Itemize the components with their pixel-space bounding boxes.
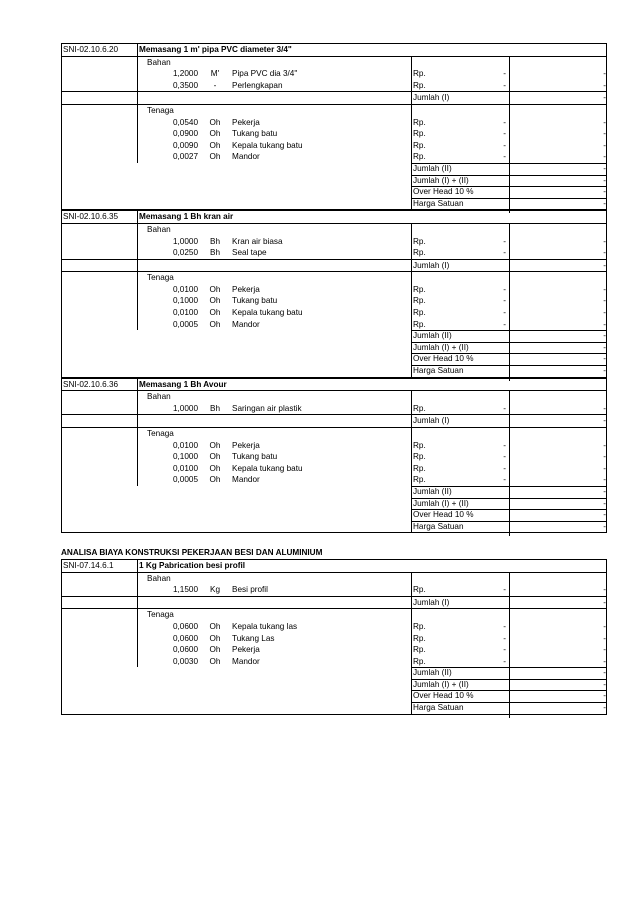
total-price: - xyxy=(603,284,606,294)
item-name: Kepala tukang batu xyxy=(232,308,303,318)
material-row xyxy=(62,584,606,596)
total-price: - xyxy=(603,633,606,643)
labor-row xyxy=(62,621,606,633)
item-name: Pekerja xyxy=(232,645,260,655)
total-price: - xyxy=(603,308,606,318)
total-value: - xyxy=(603,187,606,197)
item-name: Tukang batu xyxy=(232,452,278,462)
currency-label: Rp. xyxy=(413,452,426,462)
total-row xyxy=(62,186,606,198)
total-row xyxy=(62,667,606,679)
total-label: Harga Satuan xyxy=(413,703,464,713)
bahan-label: Bahan xyxy=(147,392,171,402)
unit: Oh xyxy=(209,117,221,127)
total-price: - xyxy=(603,129,606,139)
total-price: - xyxy=(603,319,606,329)
item-name: Besi profil xyxy=(232,585,268,595)
total-price: - xyxy=(603,440,606,450)
total-label: Jumlah (II) xyxy=(413,163,452,173)
unit: Bh xyxy=(209,236,220,246)
total-row xyxy=(62,342,606,354)
total-label: Jumlah (I) + (II) xyxy=(413,498,469,508)
item-name: Mandor xyxy=(232,656,260,666)
labor-row xyxy=(62,656,606,668)
labor-row xyxy=(62,474,606,486)
currency-label: Rp. xyxy=(413,248,426,258)
total-price: - xyxy=(603,152,606,162)
item-name: Seal tape xyxy=(232,248,267,258)
currency-label: Rp. xyxy=(413,117,426,127)
unit-price: - xyxy=(503,248,506,258)
currency-label: Rp. xyxy=(413,463,426,473)
coefficient: 0,0100 xyxy=(172,308,198,318)
unit: - xyxy=(213,80,217,90)
column-divider xyxy=(411,390,412,532)
column-divider xyxy=(509,572,510,718)
coefficient: 0,0100 xyxy=(172,463,198,473)
bahan-label-row xyxy=(62,56,606,69)
unit-price: - xyxy=(503,296,506,306)
total-value: - xyxy=(603,668,606,678)
unit: Oh xyxy=(209,284,221,294)
currency-label: Rp. xyxy=(413,475,426,485)
total-price: - xyxy=(603,656,606,666)
item-name: Saringan air plastik xyxy=(232,403,302,413)
total-value: - xyxy=(603,163,606,173)
currency-label: Rp. xyxy=(413,140,426,150)
coefficient: 0,0250 xyxy=(172,248,198,258)
currency-label: Rp. xyxy=(413,645,426,655)
unit-price: - xyxy=(503,140,506,150)
total-price: - xyxy=(603,69,606,79)
unit: Oh xyxy=(209,656,221,666)
total-row xyxy=(62,353,606,365)
coefficient: 0,1000 xyxy=(172,452,198,462)
jumlah-i-row xyxy=(62,91,606,104)
total-value: - xyxy=(603,703,606,713)
unit: Oh xyxy=(209,296,221,306)
coefficient: 0,0600 xyxy=(172,645,198,655)
currency-label: Rp. xyxy=(413,440,426,450)
tenaga-label: Tenaga xyxy=(147,610,174,620)
analysis-code: SNI-02.10.6.36 xyxy=(63,379,119,389)
unit-price: - xyxy=(503,152,506,162)
coefficient: 1,1500 xyxy=(172,585,198,595)
analysis-block xyxy=(61,378,607,534)
unit: Oh xyxy=(209,463,221,473)
item-name: Mandor xyxy=(232,152,260,162)
coefficient: 0,0005 xyxy=(172,475,198,485)
labor-row xyxy=(62,633,606,645)
total-label: Over Head 10 % xyxy=(413,187,474,197)
item-name: Pipa PVC dia 3/4" xyxy=(232,69,298,79)
material-row xyxy=(62,80,606,92)
unit: Oh xyxy=(209,645,221,655)
total-row xyxy=(62,330,606,342)
bahan-label-row xyxy=(62,572,606,585)
total-value: - xyxy=(603,679,606,689)
total-value: - xyxy=(603,498,606,508)
total-row xyxy=(62,509,606,521)
total-value: - xyxy=(603,486,606,496)
item-name: Pekerja xyxy=(232,117,260,127)
subtotal-value: - xyxy=(603,260,606,270)
subtotal-label: Jumlah (I) xyxy=(413,416,450,426)
total-value: - xyxy=(603,175,606,185)
column-divider xyxy=(411,572,412,714)
currency-label: Rp. xyxy=(413,656,426,666)
total-price: - xyxy=(603,645,606,655)
total-label: Jumlah (I) + (II) xyxy=(413,175,469,185)
analysis-code: SNI-02.10.6.20 xyxy=(63,45,119,54)
total-row xyxy=(62,486,606,498)
coefficient: 0,0900 xyxy=(172,129,198,139)
labor-row xyxy=(62,644,606,656)
unit-price: - xyxy=(503,621,506,631)
total-row xyxy=(62,690,606,702)
column-divider xyxy=(137,223,138,330)
labor-row xyxy=(62,140,606,152)
unit: Oh xyxy=(209,129,221,139)
coefficient: 1,0000 xyxy=(172,236,198,246)
block-header-row xyxy=(62,560,606,572)
unit-price: - xyxy=(503,656,506,666)
total-label: Jumlah (I) + (II) xyxy=(413,342,469,352)
section-heading: ANALISA BIAYA KONSTRUKSI PEKERJAAN BESI DAN ALUMINIUM xyxy=(61,548,323,558)
total-row xyxy=(62,521,606,533)
material-row xyxy=(62,68,606,80)
subtotal-value: - xyxy=(603,597,606,607)
analysis-block xyxy=(61,43,607,210)
column-divider xyxy=(411,56,412,210)
total-value: - xyxy=(603,366,606,376)
unit: Oh xyxy=(209,475,221,485)
labor-row xyxy=(62,295,606,307)
unit-price: - xyxy=(503,80,506,90)
analysis-title: 1 Kg Pabrication besi profil xyxy=(139,560,246,570)
total-label: Harga Satuan xyxy=(413,366,464,376)
unit: Oh xyxy=(209,633,221,643)
labor-row xyxy=(62,128,606,140)
coefficient: 0,0090 xyxy=(172,140,198,150)
tenaga-label: Tenaga xyxy=(147,105,174,115)
item-name: Tukang Las xyxy=(232,633,275,643)
tenaga-label-row xyxy=(62,427,606,440)
total-price: - xyxy=(603,403,606,413)
currency-label: Rp. xyxy=(413,129,426,139)
total-label: Harga Satuan xyxy=(413,198,464,208)
column-divider xyxy=(509,390,510,536)
column-divider xyxy=(137,44,138,56)
unit: Oh xyxy=(209,319,221,329)
unit: Oh xyxy=(209,152,221,162)
total-price: - xyxy=(603,80,606,90)
labor-row xyxy=(62,440,606,452)
unit-price: - xyxy=(503,69,506,79)
labor-row xyxy=(62,319,606,331)
unit-price: - xyxy=(503,452,506,462)
total-label: Harga Satuan xyxy=(413,521,464,531)
total-row xyxy=(62,163,606,175)
unit-price: - xyxy=(503,319,506,329)
total-value: - xyxy=(603,198,606,208)
total-price: - xyxy=(603,621,606,631)
labor-row xyxy=(62,307,606,319)
material-row xyxy=(62,403,606,415)
unit: Bh xyxy=(209,403,220,413)
coefficient: 0,0027 xyxy=(172,152,198,162)
tenaga-label: Tenaga xyxy=(147,273,174,283)
analysis-block xyxy=(61,210,607,377)
coefficient: 1,0000 xyxy=(172,403,198,413)
currency-label: Rp. xyxy=(413,296,426,306)
jumlah-i-row xyxy=(62,414,606,427)
total-price: - xyxy=(603,585,606,595)
column-divider xyxy=(509,56,510,214)
column-divider xyxy=(137,572,138,668)
total-label: Jumlah (I) + (II) xyxy=(413,679,469,689)
material-row xyxy=(62,247,606,259)
labor-row xyxy=(62,463,606,475)
column-divider xyxy=(137,211,138,223)
subtotal-value: - xyxy=(603,416,606,426)
item-name: Kepala tukang las xyxy=(232,621,298,631)
currency-label: Rp. xyxy=(413,308,426,318)
total-label: Over Head 10 % xyxy=(413,354,474,364)
coefficient: 1,2000 xyxy=(172,69,198,79)
unit: Oh xyxy=(209,452,221,462)
total-value: - xyxy=(603,510,606,520)
unit: Kg xyxy=(209,585,220,595)
unit-price: - xyxy=(503,475,506,485)
column-divider xyxy=(137,379,138,391)
block-header-row xyxy=(62,44,606,56)
analysis-sheet xyxy=(61,43,607,715)
tenaga-label-row xyxy=(62,608,606,621)
total-value: - xyxy=(603,342,606,352)
total-row xyxy=(62,679,606,691)
analysis-title: Memasang 1 Bh kran air xyxy=(139,212,234,222)
tenaga-label: Tenaga xyxy=(147,429,174,438)
tenaga-label-row xyxy=(62,104,606,117)
jumlah-i-row xyxy=(62,596,606,609)
unit: M' xyxy=(210,69,220,79)
total-value: - xyxy=(603,354,606,364)
unit-price: - xyxy=(503,585,506,595)
item-name: Tukang batu xyxy=(232,129,278,139)
coefficient: 0,0005 xyxy=(172,319,198,329)
total-value: - xyxy=(603,691,606,701)
total-value: - xyxy=(603,331,606,341)
currency-label: Rp. xyxy=(413,284,426,294)
coefficient: 0,0100 xyxy=(172,284,198,294)
unit-price: - xyxy=(503,645,506,655)
block-header-row xyxy=(62,211,606,223)
labor-row xyxy=(62,284,606,296)
item-name: Tukang batu xyxy=(232,296,278,306)
total-price: - xyxy=(603,452,606,462)
total-price: - xyxy=(603,248,606,258)
item-name: Kepala tukang batu xyxy=(232,140,303,150)
coefficient: 0,3500 xyxy=(172,80,198,90)
total-row xyxy=(62,175,606,187)
currency-label: Rp. xyxy=(413,403,426,413)
unit-price: - xyxy=(503,440,506,450)
bahan-label-row xyxy=(62,223,606,236)
labor-row xyxy=(62,151,606,163)
analysis-code: SNI-02.10.6.35 xyxy=(63,212,119,222)
item-name: Pekerja xyxy=(232,440,260,450)
item-name: Pekerja xyxy=(232,284,260,294)
coefficient: 0,0540 xyxy=(172,117,198,127)
currency-label: Rp. xyxy=(413,236,426,246)
total-row xyxy=(62,365,606,377)
coefficient: 0,1000 xyxy=(172,296,198,306)
currency-label: Rp. xyxy=(413,621,426,631)
material-row xyxy=(62,236,606,248)
jumlah-i-row xyxy=(62,259,606,272)
column-divider xyxy=(411,223,412,377)
column-divider xyxy=(137,560,138,572)
labor-row xyxy=(62,117,606,129)
analysis-title: Memasang 1 Bh Avour xyxy=(139,379,227,389)
item-name: Kran air biasa xyxy=(232,236,283,246)
unit: Oh xyxy=(209,440,221,450)
unit: Oh xyxy=(209,140,221,150)
subtotal-label: Jumlah (I) xyxy=(413,597,450,607)
currency-label: Rp. xyxy=(413,585,426,595)
analysis-block xyxy=(61,559,607,715)
labor-row xyxy=(62,451,606,463)
total-label: Jumlah (II) xyxy=(413,331,452,341)
subtotal-label: Jumlah (I) xyxy=(413,93,450,103)
item-name: Mandor xyxy=(232,319,260,329)
column-divider xyxy=(509,223,510,381)
unit-price: - xyxy=(503,236,506,246)
column-divider xyxy=(137,56,138,163)
analysis-title: Memasang 1 m' pipa PVC diameter 3/4" xyxy=(139,45,292,54)
item-name: Kepala tukang batu xyxy=(232,463,303,473)
unit-price: - xyxy=(503,129,506,139)
currency-label: Rp. xyxy=(413,80,426,90)
item-name: Mandor xyxy=(232,475,260,485)
unit: Oh xyxy=(209,308,221,318)
bahan-label-row xyxy=(62,390,606,403)
total-price: - xyxy=(603,296,606,306)
coefficient: 0,0600 xyxy=(172,621,198,631)
item-name: Perlengkapan xyxy=(232,80,283,90)
unit: Oh xyxy=(209,621,221,631)
subtotal-value: - xyxy=(603,93,606,103)
total-row xyxy=(62,702,606,714)
bahan-label: Bahan xyxy=(147,57,171,67)
unit-price: - xyxy=(503,117,506,127)
unit-price: - xyxy=(503,633,506,643)
block-header-row xyxy=(62,379,606,391)
column-divider xyxy=(137,390,138,486)
tenaga-label-row xyxy=(62,271,606,284)
analysis-code: SNI-07.14.6.1 xyxy=(63,560,114,570)
total-label: Over Head 10 % xyxy=(413,691,474,701)
unit: Bh xyxy=(209,248,220,258)
total-label: Jumlah (II) xyxy=(413,668,452,678)
unit-price: - xyxy=(503,463,506,473)
unit-price: - xyxy=(503,284,506,294)
total-label: Jumlah (II) xyxy=(413,486,452,496)
coefficient: 0,0100 xyxy=(172,440,198,450)
total-price: - xyxy=(603,236,606,246)
total-row xyxy=(62,498,606,510)
unit-price: - xyxy=(503,403,506,413)
total-value: - xyxy=(603,521,606,531)
bahan-label: Bahan xyxy=(147,573,171,583)
currency-label: Rp. xyxy=(413,633,426,643)
total-price: - xyxy=(603,463,606,473)
total-price: - xyxy=(603,475,606,485)
coefficient: 0,0600 xyxy=(172,633,198,643)
bahan-label: Bahan xyxy=(147,224,171,234)
currency-label: Rp. xyxy=(413,69,426,79)
total-label: Over Head 10 % xyxy=(413,510,474,520)
total-price: - xyxy=(603,117,606,127)
subtotal-label: Jumlah (I) xyxy=(413,260,450,270)
total-row xyxy=(62,198,606,210)
coefficient: 0,0030 xyxy=(172,656,198,666)
currency-label: Rp. xyxy=(413,152,426,162)
currency-label: Rp. xyxy=(413,319,426,329)
total-price: - xyxy=(603,140,606,150)
unit-price: - xyxy=(503,308,506,318)
